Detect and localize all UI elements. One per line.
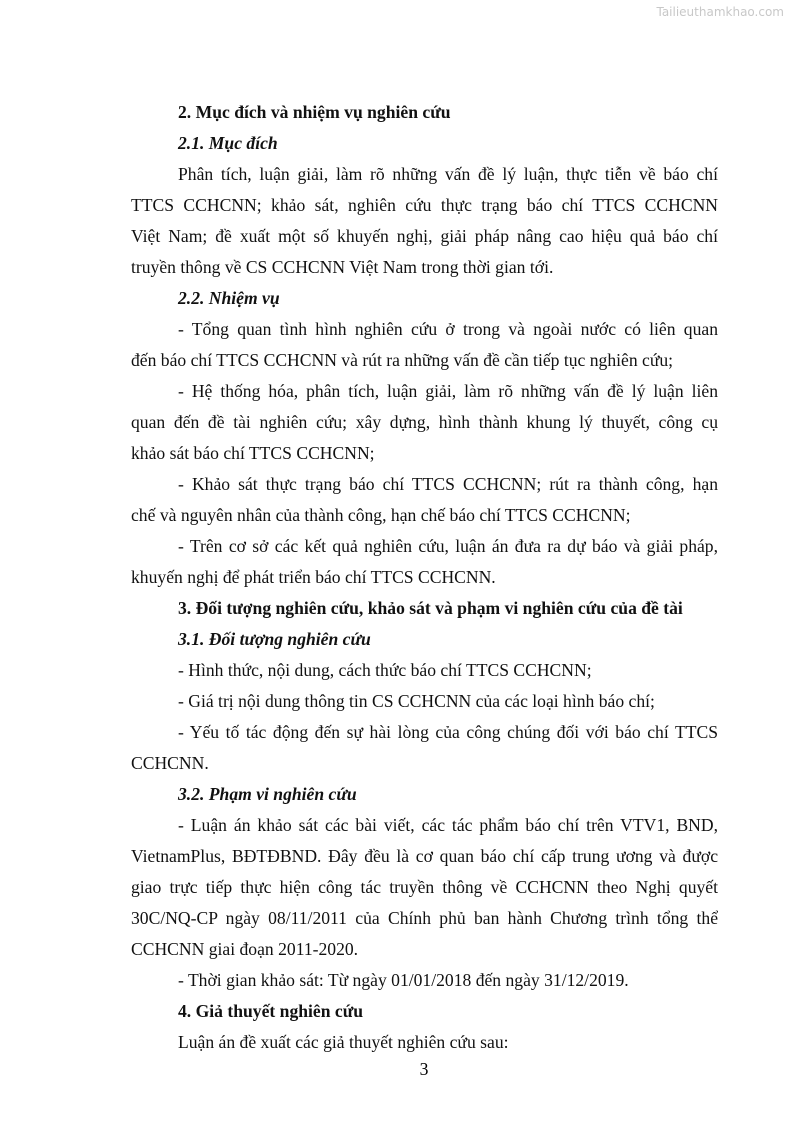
heading: 4. Giả thuyết nghiên cứu [178, 1001, 364, 1021]
page-number: 3 [419, 1059, 429, 1079]
text-line: 30C/NQ-CP ngày 08/11/2011 của Chính phủ ban hành Chương trình tổng thể [131, 908, 718, 928]
text-line: truyền thông về CS CCHCNN Việt Nam trong thời gian tới. [131, 257, 554, 277]
text-line: TTCS CCHCNN; khảo sát, nghiên cứu thực trạng báo chí TTCS CCHCNN [131, 195, 718, 215]
text-line: Việt Nam; đề xuất một số khuyến nghị, giải pháp nâng cao hiệu quả báo chí [131, 226, 718, 246]
subheading: 2.1. Mục đích [178, 133, 278, 153]
text-line: - Hệ thống hóa, phân tích, luận giải, làm rõ những vấn đề lý luận liên [178, 381, 718, 401]
text-line: - Yếu tố tác động đến sự hài lòng của công chúng đối với báo chí TTCS [178, 722, 718, 742]
text-line: CCHCNN. [131, 753, 209, 773]
subheading: 2.2. Nhiệm vụ [178, 288, 280, 308]
heading: 2. Mục đích và nhiệm vụ nghiên cứu [178, 102, 451, 122]
subheading: 3.1. Đối tượng nghiên cứu [178, 629, 371, 649]
text-line: - Luận án khảo sát các bài viết, các tác phẩm báo chí trên VTV1, BND, [178, 815, 718, 835]
text-line: khuyến nghị để phát triển báo chí TTCS CCHCNN. [131, 567, 496, 587]
heading: 3. Đối tượng nghiên cứu, khảo sát và phạm vi nghiên cứu của đề tài [178, 598, 683, 618]
document-body [131, 97, 718, 1058]
text-line: - Khảo sát thực trạng báo chí TTCS CCHCNN; rút ra thành công, hạn [178, 474, 718, 494]
text-line: quan đến đề tài nghiên cứu; xây dựng, hình thành khung lý thuyết, công cụ [131, 412, 718, 432]
text-line: - Hình thức, nội dung, cách thức báo chí TTCS CCHCNN; [178, 660, 592, 680]
text-line: đến báo chí TTCS CCHCNN và rút ra những vấn đề cần tiếp tục nghiên cứu; [131, 350, 674, 370]
text-line: - Giá trị nội dung thông tin CS CCHCNN của các loại hình báo chí; [178, 691, 655, 711]
text-line: - Trên cơ sở các kết quả nghiên cứu, luận án đưa ra dự báo và giải pháp, [178, 536, 718, 556]
text-line: - Tổng quan tình hình nghiên cứu ở trong và ngoài nước có liên quan [178, 319, 718, 339]
text-line: chế và nguyên nhân của thành công, hạn chế báo chí TTCS CCHCNN; [131, 505, 631, 525]
watermark: Tailieuthamkhao.com [656, 5, 784, 19]
text-line: Luận án đề xuất các giả thuyết nghiên cứu sau: [178, 1032, 509, 1052]
text-line: khảo sát báo chí TTCS CCHCNN; [131, 443, 375, 463]
text-line: CCHCNN giai đoạn 2011-2020. [131, 939, 359, 959]
text-line: - Thời gian khảo sát: Từ ngày 01/01/2018 đến ngày 31/12/2019. [178, 970, 629, 990]
text-line: giao trực tiếp thực hiện công tác truyền thông về CCHCNN theo Nghị quyết [131, 877, 718, 897]
text-line: VietnamPlus, BĐTĐBND. Đây đều là cơ quan báo chí cấp trung ương và được [131, 846, 718, 866]
subheading: 3.2. Phạm vi nghiên cứu [178, 784, 357, 804]
text-line: Phân tích, luận giải, làm rõ những vấn đề lý luận, thực tiễn về báo chí [178, 164, 718, 184]
